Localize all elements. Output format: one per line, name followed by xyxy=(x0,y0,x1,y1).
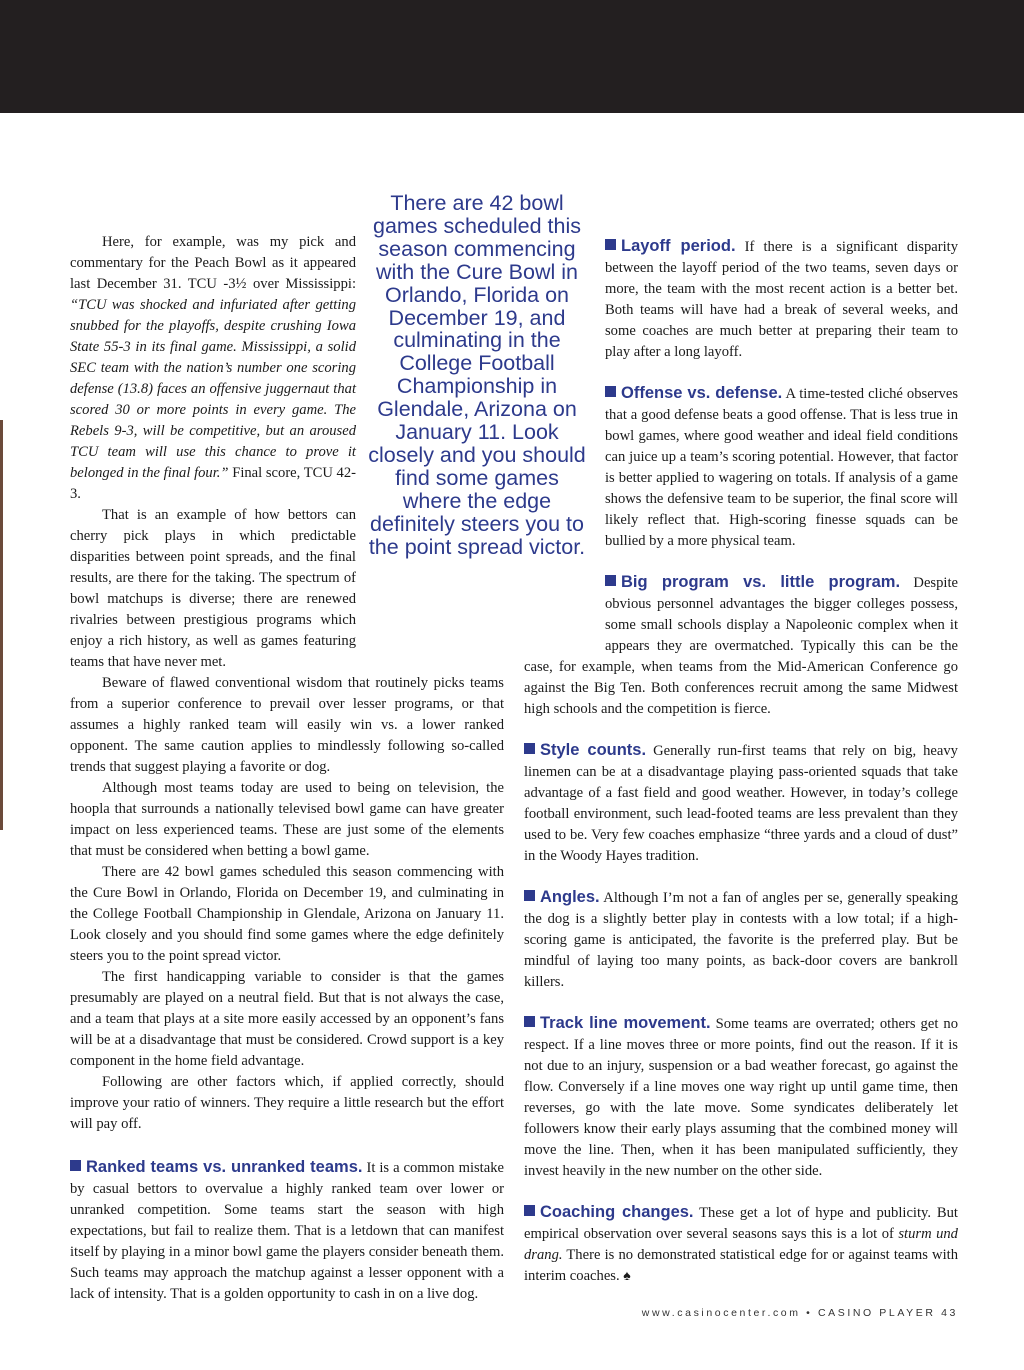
section-heading: Coaching changes. xyxy=(540,1203,694,1221)
section-body: It is a common mistake by casual bettors to overvalue a highly ranked team over lower or unranked competition. Some teams start the season with high expectations, but fail to realize them. That is a letdown that can manifest itself by playing in a minor bowl game the players consider beneath them. Such teams may approach the matchup against a lesser opponent with a lack of intensity. That is a golden opportunity to cash in on a live dog. xyxy=(70,1160,504,1302)
paragraph-other-factors: Following are other factors which, if applied correctly, should improve your ratio of winners. They require a little research but the effort will pay off. xyxy=(70,1074,504,1132)
section-body: Some teams are overrated; others get no respect. If a line moves three or more points, find out the reason. If it is not due to an injury, suspension or a bad weather forecast, go against the flow. Conversely if a line moves one way right up until game time, then reverses, go with the late move. Some syndicates deliberately let followers know their early plays assuming that the combined money will move the line. Then, when it has been manipulated sufficiently, they invest heavily in the new number on the other side. xyxy=(524,1016,958,1179)
bullet-square-icon xyxy=(524,1016,535,1027)
section-heading: Ranked teams vs. unranked teams. xyxy=(86,1158,363,1176)
section-body: Although I’m not a fan of angles per se, generally speaking the dog is a slightly better play in contests with a low total; if a high-scoring game is anticipated, the favorite is the preferred play. But be mindful of laying too many points, as back-door covers are bankroll killers. xyxy=(524,890,958,990)
bullet-square-icon xyxy=(605,386,616,397)
footer-url: www.casinocenter.com xyxy=(641,1307,801,1319)
paragraph-neutral-field: The first handicapping variable to consider is that the games presumably are played on a neutral field. But that is not always the case, and a team that plays at a site more easily accessed by an opponent’s fans will be at a disadvantage that must be considered. Crowd support is a key component in the home field advantage. xyxy=(70,969,504,1069)
paragraph-television: Although most teams today are used to being on television, the hoopla that surrounds a nationally televised bowl game can have greater impact on less experienced teams. These are just some of the elements that must be considered when betting a bowl game. xyxy=(70,780,504,859)
paragraph-bowl-schedule: There are 42 bowl games scheduled this season commencing with the Cure Bowl in Orlando, Florida on December 19, and culminating in the College Football Championship in Glendale, Arizona on January 11. Look closely and you should find some games where the edge definitely steers you to the point spread victor. xyxy=(70,864,504,964)
bullet-square-icon xyxy=(605,239,616,250)
section-body: Despite obvious personnel advantages the bigger colleges possess, some small schools display a Napoleonic complex when it appears they are overmatched. Typically this can be the case, for example, when teams from the Mid-American Conference go against the Big Ten. Both conferences recruit among the same Midwest high schools and the competition is fierce. xyxy=(524,575,958,717)
bullet-square-icon xyxy=(524,743,535,754)
paragraph-peach-bowl-pick: Here, for example, was my pick and commentary for the Peach Bowl as it appeared last December 31. TCU -3½ over Mississippi: “TCU was shocked and infuriated after getting snubbed for the playoffs, despite crushing Iowa State 55-3 in its final game. Mississippi, a solid SEC team with the nation’s number one scoring defense (13.8) faces an offensive juggernaut that scored 30 or more points in every game. The Rebels 9-3, will be competitive, but an aroused TCU team will use this chance to prove it belonged in the final four.” Final score, TCU 42-3. xyxy=(70,234,356,502)
top-black-banner xyxy=(0,0,1024,113)
page-number: 43 xyxy=(941,1307,958,1319)
bullet-square-icon xyxy=(524,1205,535,1216)
section-body: If there is a significant disparity between the layoff period of the two teams, seven days or more, the team with the most recent action is a better bet. Both teams will have had a break of several weeks, and some coaches are much better at preparing their team to play after a long layoff. xyxy=(605,239,958,360)
section-heading: Offense vs. defense. xyxy=(621,384,783,402)
section-heading: Style counts. xyxy=(540,741,647,759)
spade-end-mark-icon: ♠ xyxy=(623,1269,631,1284)
pull-quote: There are 42 bowl games scheduled this season commencing with the Cure Bowl in Orlando, Florida on December 19, and culminating in the College Football Championship in Glendale, Arizona on January 11. Look closely and you should find some games where the edge definitely steers you to the point spread victor. xyxy=(368,191,586,559)
section-angles xyxy=(524,887,958,993)
section-body: Generally run-first teams that rely on big, heavy linemen can be at a disadvantage playing pass-oriented squads that take advantage of a fast field and good weather. However, in today’s college football environment, such lead-footed teams are less prevalent than they used to be. Very few coaches emphasize “three yards and a cloud of dust” in the Woody Hayes tradition. xyxy=(524,743,958,864)
page-footer xyxy=(642,1307,958,1319)
section-heading: Big program vs. little program. xyxy=(621,573,901,591)
footer-magazine-name: CASINO PLAYER xyxy=(817,1307,936,1319)
section-track-line-movement xyxy=(524,1013,958,1182)
section-body: A time-tested cliché observes that a good defense beats a good offense. That is less true in bowl games, where good weather and ideal field conditions can juice up a team’s scoring potential. However, that factor is better applied to wagering on totals. If analysis of a game shows the defensive team to be superior, the final score will likely reflect that. High-scoring finesse squads can be bullied by a more physical team. xyxy=(605,386,958,549)
paragraph-cherry-pick: That is an example of how bettors can cherry pick plays in which predictable disparities between point spreads, and the final results, are there for the taking. The spectrum of bowl matchups is diverse; there are renewed rivalries between prestigious programs which enjoy a rich history, as well as games featuring teams that have never met. xyxy=(70,507,356,670)
page-edge-image-strip xyxy=(0,420,3,830)
section-heading: Track line movement. xyxy=(540,1014,711,1032)
paragraph-conventional-wisdom: Beware of flawed conventional wisdom that routinely picks teams from a superior conference to prevail over lesser programs, or that assumes a highly ranked team will easily win vs. a lower ranked opponent. The same caution applies to mindlessly following so-called trends that suggest playing a favorite or dog. xyxy=(70,675,504,775)
left-column xyxy=(70,232,504,1305)
section-coaching-changes: Coaching changes. These get a lot of hype and publicity. But empirical observation over several seasons says this is a lot of sturm und drang. There is no demonstrated statistical edge for or against teams with interim coaches. ♠ xyxy=(524,1203,958,1284)
section-heading: Layoff period. xyxy=(621,237,736,255)
section-style-counts xyxy=(524,740,958,867)
section-heading: Angles. xyxy=(540,888,600,906)
bullet-square-icon xyxy=(70,1160,81,1171)
right-column xyxy=(524,236,958,1307)
footer-separator: • xyxy=(806,1307,813,1319)
bullet-square-icon xyxy=(605,575,616,586)
bullet-square-icon xyxy=(524,890,535,901)
section-ranked-teams xyxy=(70,1157,504,1305)
